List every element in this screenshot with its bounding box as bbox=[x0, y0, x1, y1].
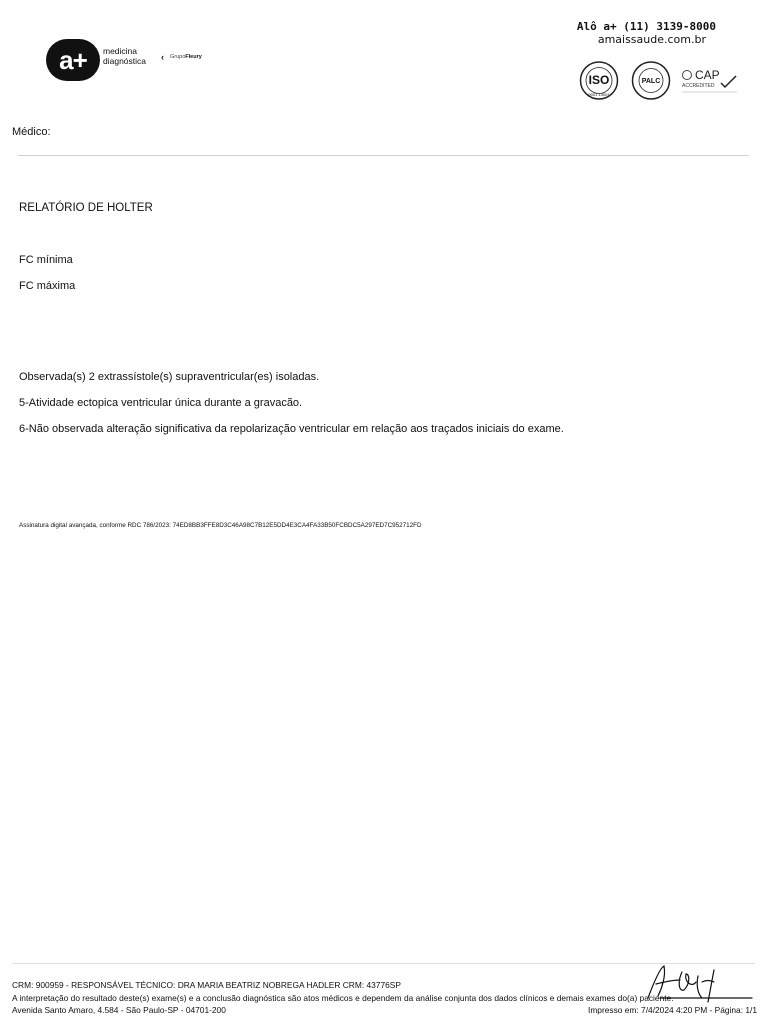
grupo-fleury-logo bbox=[170, 54, 202, 60]
grupo-fleury-icon: ‹ bbox=[161, 52, 164, 62]
palc-label: PALC bbox=[641, 78, 661, 85]
digital-signature-text: Assinatura digital avançada, conforme RDC 786/2023: 74ED8BB3FFE8D3C46A98C7B12E5DD4E3CA4FA33B50FCBDC5A297ED7C952712FD bbox=[19, 522, 422, 529]
lab-address: Avenida Santo Amaro, 4.584 - São Paulo-SP - 04701-200 bbox=[12, 1005, 226, 1015]
fc-maxima-label: FC máxima bbox=[19, 280, 76, 292]
brand-name-line2: diagnóstica bbox=[103, 56, 147, 66]
observation-line: 6-Não observada alteração significativa da repolarização ventricular em relação aos traçados iniciais do exame. bbox=[19, 423, 564, 435]
brand-logo-text: a+ bbox=[59, 44, 87, 75]
group-prefix: Grupo bbox=[170, 54, 186, 60]
observation-line: Observada(s) 2 extrassístole(s) supraventricular(es) isoladas. bbox=[19, 371, 320, 383]
brand-logo bbox=[46, 39, 100, 81]
technical-responsible: CRM: 900959 - RESPONSÁVEL TÉCNICO: DRA MARIA BEATRIZ NOBREGA HADLER CRM: 43776SP bbox=[12, 980, 401, 990]
cap-accredited-icon bbox=[681, 66, 739, 96]
iso-sub: 9001 14001 bbox=[588, 92, 610, 97]
observation-line: 5-Atividade ectopica ventricular única durante a gravacão. bbox=[19, 397, 303, 409]
handwritten-signature bbox=[640, 962, 758, 1004]
print-info: Impresso em: 7/4/2024 4:20 PM - Página: 1/1 bbox=[588, 1005, 757, 1015]
disclaimer-text: A interpretação do resultado deste(s) exame(s) e a conclusão diagnóstica são atos médicos e dependem da análise conjunta dos dados clínicos e demais exames do(a) paciente. bbox=[12, 993, 674, 1003]
cap-sub: ACCREDITED bbox=[682, 83, 715, 89]
cap-label: CAP bbox=[695, 68, 720, 82]
group-name: Fleury bbox=[185, 54, 202, 60]
brand-name-line1: medicina bbox=[103, 46, 138, 56]
contact-phone: Alô a+ (11) 3139-8000 bbox=[576, 20, 716, 33]
divider bbox=[18, 155, 749, 156]
contact-website: amaissaude.com.br bbox=[597, 33, 706, 46]
iso-seal-icon bbox=[577, 61, 621, 100]
iso-label: ISO bbox=[588, 73, 610, 87]
palc-seal-icon bbox=[629, 61, 673, 100]
medico-label: Médico: bbox=[12, 126, 51, 138]
report-title: RELATÓRIO DE HOLTER bbox=[19, 202, 153, 214]
fc-minima-label: FC mínima bbox=[19, 254, 73, 266]
